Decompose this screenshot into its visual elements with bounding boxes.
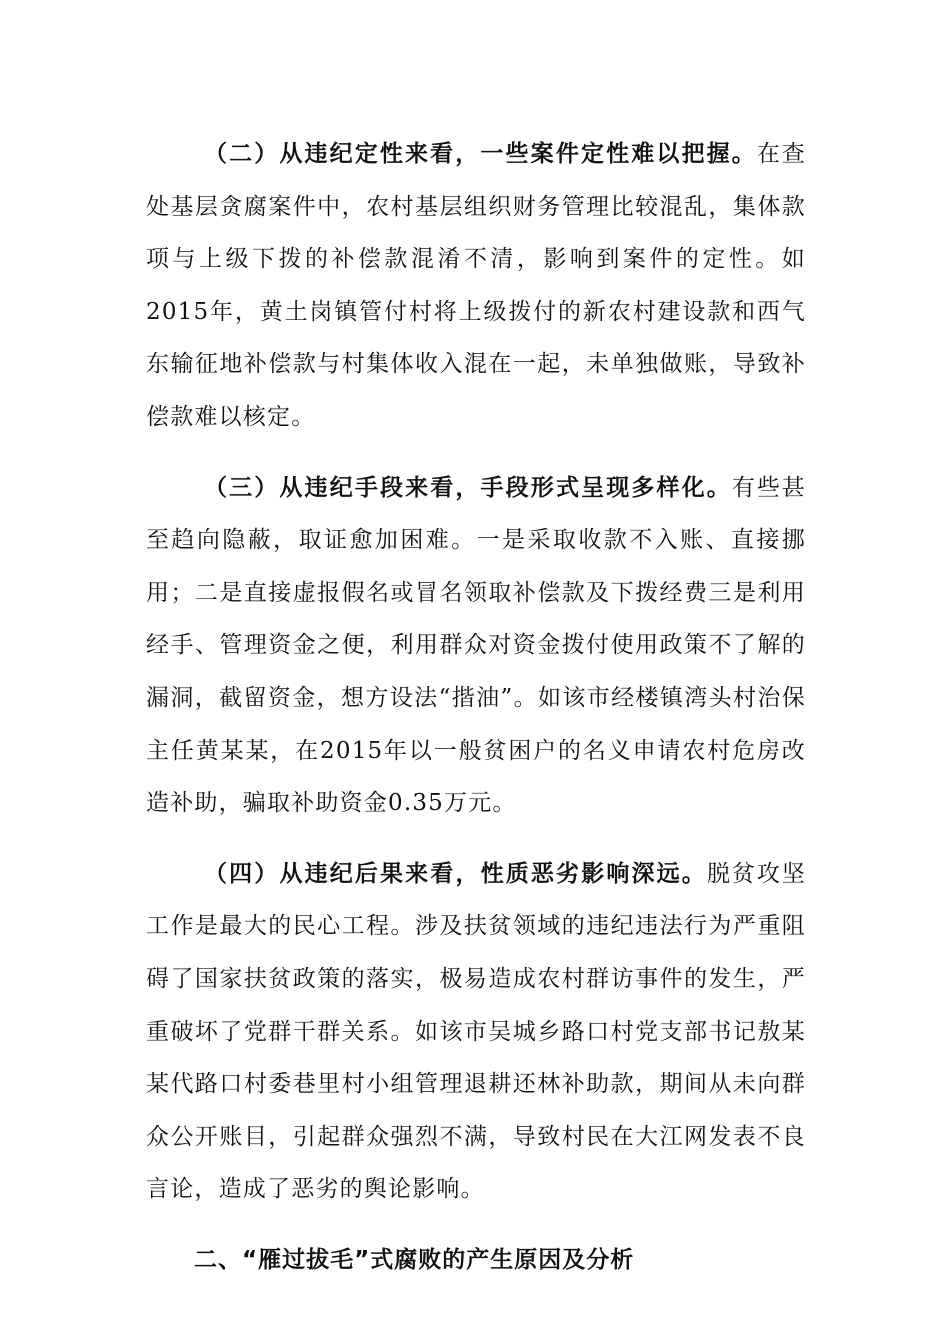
paragraph-2 xyxy=(146,128,806,444)
document-page xyxy=(146,128,806,1286)
paragraph-4-body: 脱贫攻坚工作是最大的民心工程。涉及扶贫领域的违纪违法行为严重阻碍了国家扶贫政策的落实，极易造成农村群访事件的发生，严重破坏了党群干群关系。如该市吴城乡路口村党支部书记敖某某代路口村委巷里村小组管理退耕还林补助款，期间从未向群众公开账目，引起群众强烈不满，导致村民在大江网发表不良言论，造成了恶劣的舆论影响。 xyxy=(146,860,806,1203)
paragraph-2-lead: （二）从违纪定性来看，一些案件定性难以把握。 xyxy=(204,141,757,167)
paragraph-4-lead: （四）从违纪后果来看，性质恶劣影响深远。 xyxy=(204,860,707,887)
paragraph-4 xyxy=(146,848,806,1216)
section-heading: 二、“雁过拔毛”式腐败的产生原因及分析 xyxy=(194,1246,635,1273)
paragraph-3-lead: （三）从违纪手段来看，手段形式呈现多样化。 xyxy=(204,474,732,501)
paragraph-2-body: 在查处基层贪腐案件中，农村基层组织财务管理比较混乱，集体款项与上级下拨的补偿款混淆不清，影响到案件的定性。如2015年，黄土岗镇管付村将上级拨付的新农村建设款和西气东输征地补偿款与村集体收入混在一起，未单独做账，导致补偿款难以核定。 xyxy=(146,141,806,430)
paragraph-3-body: 有些甚至趋向隐蔽，取证愈加困难。一是采取收款不入账、直接挪用；二是直接虚报假名或冒名领取补偿款及下拨经费三是利用经手、管理资金之便，利用群众对资金拨付使用政策不了解的漏洞，截留资金，想方设法“揩油”。如该市经楼镇湾头村治保主任黄某某，在2015年以一般贫困户的名义申请农村危房改造补助，骗取补助资金0.35万元。 xyxy=(146,474,806,817)
paragraph-3 xyxy=(146,462,806,830)
